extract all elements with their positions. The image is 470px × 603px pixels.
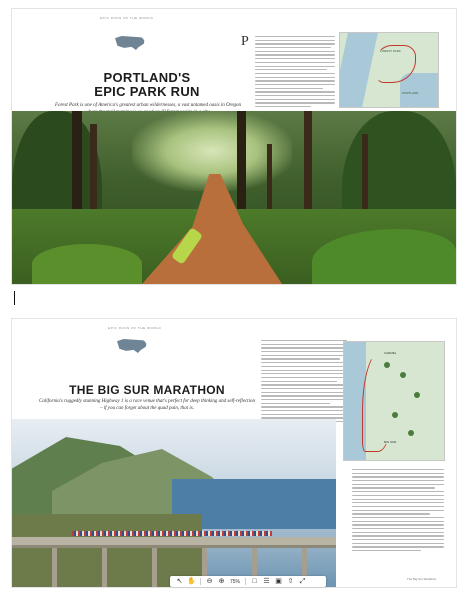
map-label-big-sur: BIG SUR — [384, 440, 397, 444]
big-sur-route-map — [343, 341, 445, 461]
zoom-out-icon[interactable]: ⊖ — [206, 578, 213, 585]
zoom-in-icon[interactable]: ⊕ — [218, 578, 225, 585]
big-sur-spread — [12, 319, 456, 587]
pointer-icon[interactable]: ↖ — [176, 578, 183, 585]
big-sur-bridge-photo — [12, 419, 336, 587]
running-header: EPIC RUNS OF THE WORLD — [100, 16, 154, 20]
running-header: EPIC RUNS OF THE WORLD — [108, 326, 162, 330]
crop-icon[interactable]: ▣ — [275, 578, 282, 585]
zoom-level[interactable]: 75% — [230, 578, 241, 585]
us-map-icon — [115, 36, 145, 50]
comment-icon[interactable]: ☰ — [263, 578, 270, 585]
article-body-text — [255, 36, 335, 110]
forest-park-route-map — [339, 32, 439, 108]
drop-cap: P — [241, 34, 249, 49]
portland-spread — [12, 9, 456, 284]
page-subtitle: Forest Park is one of America's greatest urban wildernesses, a vast untamed oasis in Oregon — [54, 103, 242, 108]
toolbar-divider — [200, 578, 201, 585]
map-label-carmel: CARMEL — [384, 351, 397, 355]
article-body-text-col1 — [261, 340, 347, 429]
map-label-forest-park: FOREST PARK — [380, 49, 401, 53]
page-title-line-2: EPIC PARK RUN — [94, 84, 200, 99]
page-subtitle: California's ruggedly stunning Highway 1 is a race venue that's perfect for deep thinking and self-reflection – if you can forget about the quad pain, that is. — [39, 399, 255, 411]
toolbar-divider — [245, 578, 246, 585]
article-body-text-col2 — [352, 469, 444, 554]
fullscreen-icon[interactable]: ⤢ — [299, 578, 306, 585]
fit-page-icon[interactable]: □ — [252, 578, 257, 585]
page-title-line-1: PORTLAND'S — [103, 70, 191, 85]
page-footer: The Big Sur Marathon — [407, 577, 437, 581]
page-title: THE BIG SUR MARATHON — [69, 383, 225, 397]
hand-icon[interactable]: ✋ — [187, 578, 196, 585]
map-label-portland: PORTLAND — [402, 91, 419, 95]
forest-trail-photo — [12, 111, 456, 284]
viewer-toolbar — [170, 576, 326, 587]
page-separator-mark — [14, 291, 15, 305]
us-map-icon — [117, 339, 147, 353]
share-icon[interactable]: ⇧ — [287, 578, 294, 585]
